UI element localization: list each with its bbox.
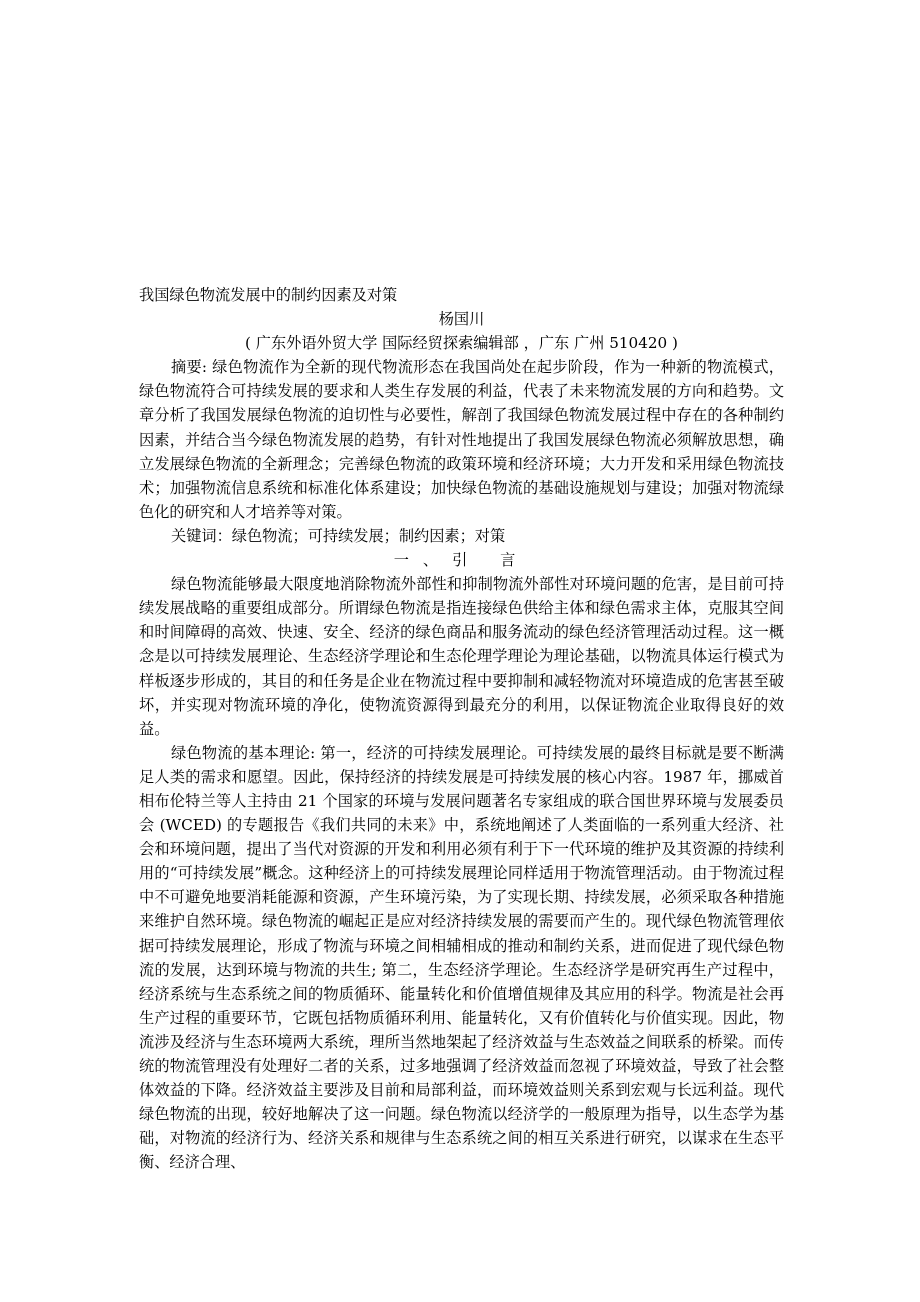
abstract-paragraph: 摘要: 绿色物流作为全新的现代物流形态在我国尚处在起步阶段，作为一种新的物流模式，绿色物流符合可持续发展的要求和人类生存发展的利益，代表了未来物流发展的方向和趋势。文章分析了我国发展绿色物流的迫切性与必要性，解剖了我国绿色物流发展过程中存在的各种制约因素，并结合当今绿色物流发展的趋势，有针对性地提出了我国发展绿色物流必须解放思想，确立发展绿色物流的全新理念；完善绿色物流的政策环境和经济环境；大力开发和采用绿色物流技术；加强物流信息系统和标准化体系建设；加快绿色物流的基础设施规划与建设；加强对物流绿色化的研究和人才培养等对策。 — [139, 358, 784, 521]
keywords-line: 关键词：绿色物流；可持续发展；制约因素；对策 — [171, 526, 506, 545]
author-affiliation: ( 广东外语外贸大学 国际经贸探索编辑部 ，广东 广州 510420 ) — [245, 334, 678, 353]
body-paragraph-2: 绿色物流的基本理论: 第一，经济的可持续发展理论。可持续发展的最终目标就是要不断满足人类的需求和愿望。因此，保持经济的持续发展是可持续发展的核心内容。1987 年，挪威首相布伦特兰等人主持由 21 个国家的环境与发展问题著名专家组成的联合国世界环境与发展委员会 (WCED) 的专题报告《我们共同的未来》中，系统地阐述了人类面临的一系列重大经济、社会和环境问题，提出了当代对资源的开发和利用必须有利于下一代环境的维护及其资源的持续利用的“可持续发展”概念。这种经济上的可持续发展理论同样适用于物流管理活动。由于物流过程中不可避免地要消耗能源和资源，产生环境污染，为了实现长期、持续发展，必须采取各种措施来维护自然环境。绿色物流的崛起正是应对经济持续发展的需要而产生的。现代绿色物流管理依据可持续发展理论，形成了物流与环境之间相辅相成的推动和制约关系，进而促进了现代绿色物流的发展，达到环境与物流的共生; 第二，生态经济学理论。生态经济学是研究再生产过程中，经济系统与生态系统之间的物质循环、能量转化和价值增值规律及其应用的科学。物流是社会再生产过程的重要环节，它既包括物质循环利用、能量转化，又有价值转化与价值实现。因此，物流涉及经济与生态环境两大系统，理所当然地架起了经济效益与生态效益之间联系的桥梁。而传统的物流管理没有处理好二者的关系，过多地强调了经济效益而忽视了环境效益，导致了社会整体效益的下降。经济效益主要涉及目前和局部利益，而环境效益则关系到宏观与长远利益。现代绿色物流的出现，较好地解决了这一问题。绿色物流以经济学的一般原理为指导，以生态学为基础，对物流的经济行为、经济关系和规律与生态系统之间的相互关系进行研究，以谋求在生态平衡、经济合理、 — [139, 743, 784, 1172]
section-heading: 一、引 言 — [393, 551, 530, 570]
document-title: 我国绿色物流发展中的制约因素及对策 — [139, 286, 398, 304]
body-paragraph-1: 绿色物流能够最大限度地消除物流外部性和抑制物流外部性对环境问题的危害，是目前可持续发展战略的重要组成部分。所谓绿色物流是指连接绿色供给主体和绿色需求主体，克服其空间和时间障碍的高效、快速、安全、经济的绿色商品和服务流动的绿色经济管理活动过程。这一概念是以可持续发展理论、生态经济学理论和生态伦理学理论为理论基础，以物流具体运行模式为样板逐步形成的，其目的和任务是企业在物流过程中要抑制和减轻物流对环境造成的危害甚至破坏，并实现对物流环境的净化，使物流资源得到最充分的利用，以保证物流企业取得良好的效益。 — [139, 575, 784, 738]
document-page — [139, 283, 784, 1174]
author-name: 杨国川 — [438, 310, 485, 329]
